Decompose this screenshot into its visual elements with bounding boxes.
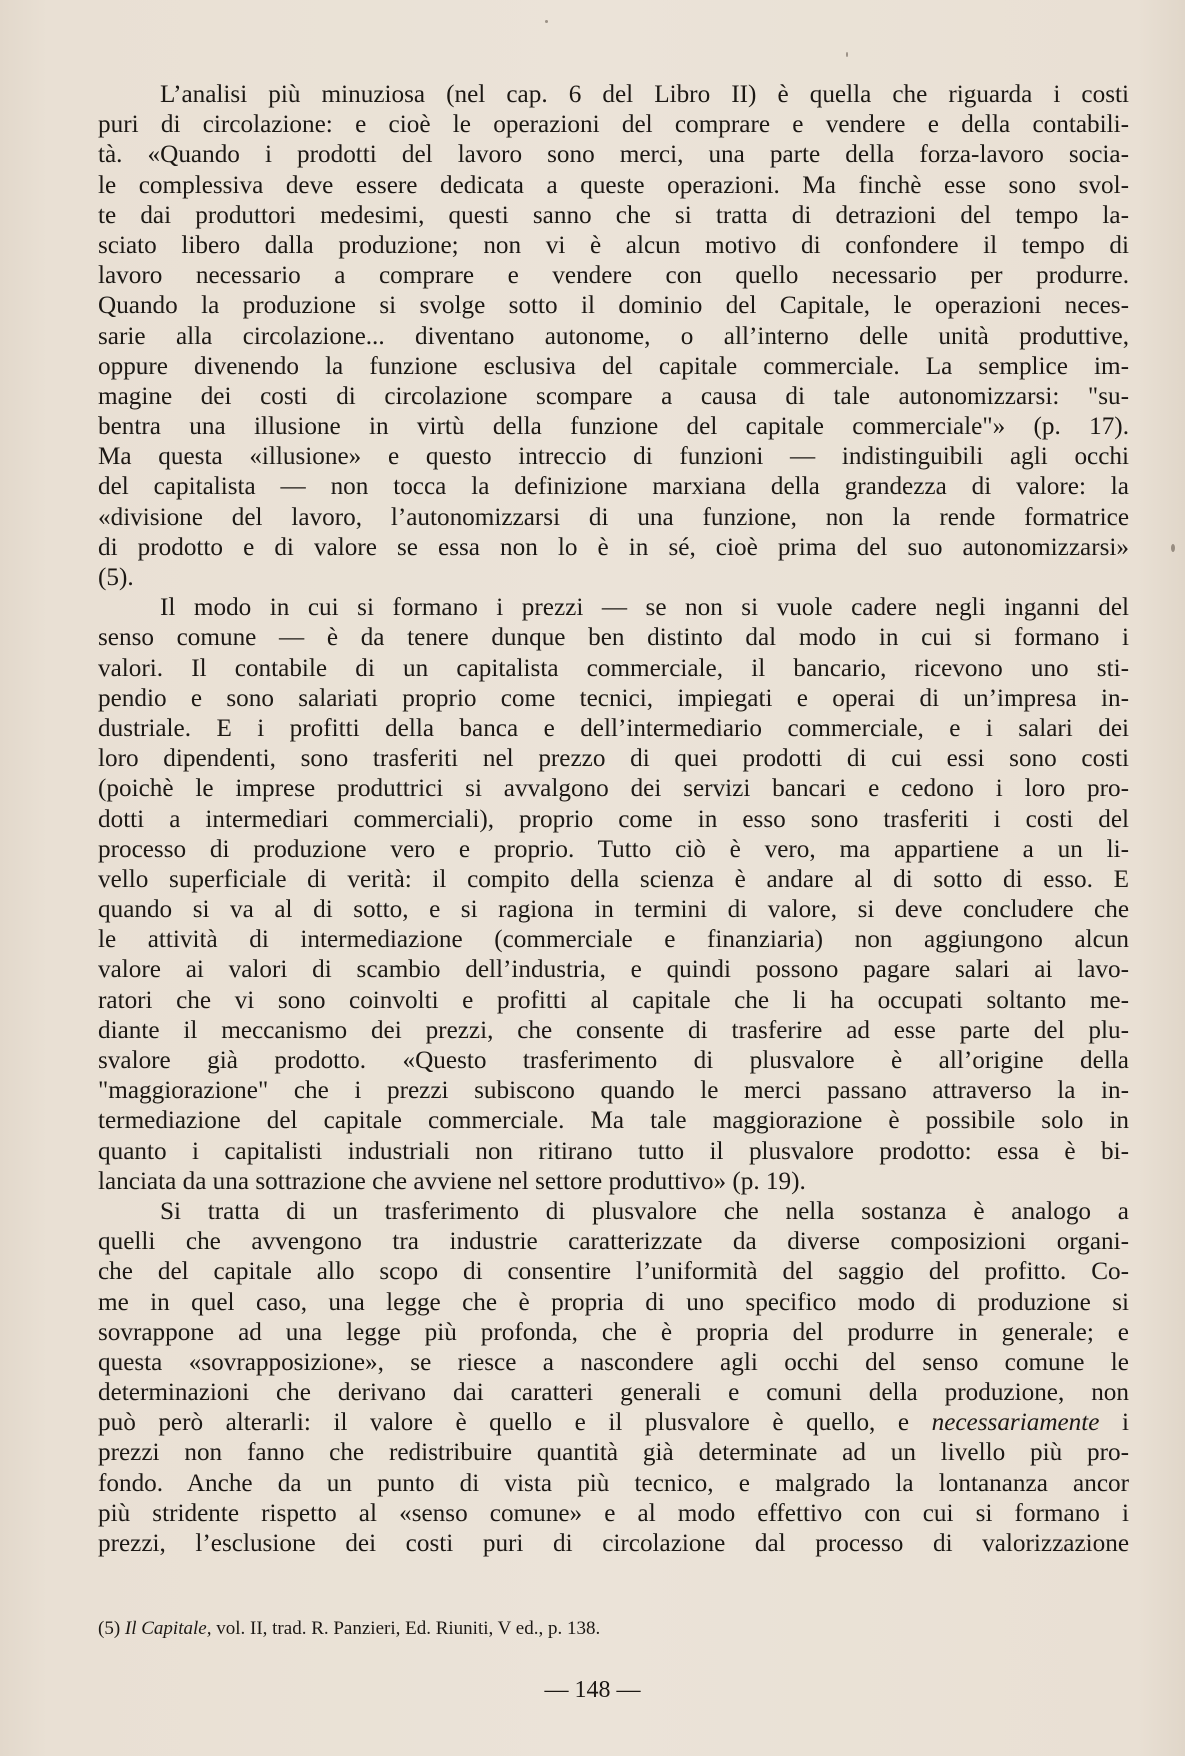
- text-line: Quando la produzione si svolge sotto il dominio del Capitale, le operazioni neces-: [98, 292, 1129, 320]
- print-speck: [545, 20, 548, 23]
- text-line: dustriale. E i profitti della banca e dell’intermediario commerciale, e i salari dei: [98, 714, 1129, 742]
- text-line: pendio e sono salariati proprio come tecnici, impiegati e operai di un’impresa in-: [98, 684, 1129, 712]
- paragraph-start: Si tratta di un trasferimento di plusvalore che nella sostanza è analogo a: [160, 1197, 1129, 1225]
- text-line: «divisione del lavoro, l’autonomizzarsi di una funzione, non la rende formatrice: [98, 503, 1129, 531]
- text-line: loro dipendenti, sono trasferiti nel prezzo di quei prodotti di cui essi sono costi: [98, 745, 1129, 773]
- footnote-text: vol. II, trad. R. Panzieri, Ed. Riuniti, V ed., p. 138.: [211, 1618, 601, 1639]
- text-line: (poichè le imprese produttrici si avvalgono dei servizi bancari e cedono i loro pro-: [98, 775, 1129, 803]
- text-line: processo di produzione vero e proprio. Tutto ciò è vero, ma appartiene a un li-: [98, 835, 1129, 863]
- text-line: oppure divenendo la funzione esclusiva del capitale commerciale. La semplice im-: [98, 352, 1129, 380]
- text-line-start: può però alterarli: il valore è quello e il plusvalore è quello, e: [98, 1409, 932, 1437]
- text-line: le complessiva deve essere dedicata a queste operazioni. Ma finchè esse sono svol-: [98, 171, 1129, 199]
- text-line: tà. «Quando i prodotti del lavoro sono merci, una parte della forza-lavoro socia-: [98, 141, 1129, 169]
- footnote-number: (5): [98, 1618, 121, 1639]
- text-line: puri di circolazione: e cioè le operazioni del comprare e vendere e della contabili-: [98, 111, 1129, 139]
- text-line: determinazioni che derivano dai caratteri generali e comuni della produzione, non: [98, 1379, 1129, 1407]
- text-line: dotti a intermediari commerciali), proprio come in esso sono trasferiti i costi del: [98, 805, 1129, 833]
- footnote-title: Il Capitale,: [124, 1618, 212, 1639]
- footnote: [98, 1618, 1129, 1640]
- text-line: svalore già prodotto. «Questo trasferimento di plusvalore è all’origine della: [98, 1047, 1129, 1074]
- text-line: sciato libero dalla produzione; non vi è alcun motivo di confondere il tempo di: [98, 231, 1129, 259]
- text-line: prezzi, l’esclusione dei costi puri di circolazione dal processo di valorizzazione: [98, 1530, 1129, 1557]
- text-line: valore ai valori di scambio dell’industria, e quindi possono pagare salari ai lavo-: [98, 956, 1129, 984]
- text-line: diante il meccanismo dei prezzi, che consente di trasferire ad esse parte del plu-: [98, 1016, 1129, 1044]
- text-line: termediazione del capitale commerciale. Ma tale maggiorazione è possibile solo in: [98, 1107, 1129, 1135]
- text-line: "maggiorazione" che i prezzi subiscono quando le merci passano attraverso la in-: [98, 1077, 1129, 1105]
- emphasis-word: necessariamente: [931, 1409, 1100, 1437]
- text-line: le attività di intermediazione (commerciale e finanziaria) non aggiungono alcun: [98, 926, 1129, 954]
- body-text: [98, 80, 1129, 1559]
- text-line: vello superficiale di verità: il compito della scienza è andare al di sotto di esso. E: [98, 865, 1129, 893]
- text-line: che del capitale allo scopo di consentire l’uniformità del saggio del profitto. Co-: [98, 1258, 1129, 1286]
- text-line-end: i: [1099, 1409, 1130, 1437]
- text-line-with-emphasis: [98, 1408, 1129, 1438]
- text-line: te dai produttori medesimi, questi sanno che si tratta di detrazioni del tempo la-: [98, 201, 1129, 229]
- paragraph-start: Il modo in cui si formano i prezzi — se non si vuole cadere negli inganni del: [160, 594, 1129, 622]
- text-line: di prodotto e di valore se essa non lo è in sé, cioè prima del suo autonomizzarsi»: [98, 533, 1129, 561]
- text-line: quando si va al di sotto, e si ragiona in termini di valore, si deve concludere che: [98, 896, 1129, 924]
- text-line: bentra una illusione in virtù della funzione del capitale commerciale"» (p. 17).: [98, 413, 1129, 441]
- text-line: più stridente rispetto al «senso comune» e al modo effettivo con cui si formano i: [98, 1499, 1129, 1527]
- text-line: sovrappone ad una legge più profonda, che è propria del produrre in generale; e: [98, 1318, 1129, 1346]
- text-line: L’analisi più minuziosa (nel cap. 6 del Libro II) è quella che riguarda i costi: [160, 81, 1129, 108]
- text-line: lanciata da una sottrazione che avviene nel settore produttivo» (p. 19).: [98, 1167, 806, 1195]
- text-line: prezzi non fanno che redistribuire quantità già determinate ad un livello più pro-: [98, 1439, 1129, 1467]
- text-line: quelli che avvengono tra industrie caratterizzate da diverse composizioni organi-: [98, 1228, 1129, 1256]
- text-line: ratori che vi sono coinvolti e profitti al capitale che li ha occupati soltanto me-: [98, 986, 1129, 1014]
- page-number: — 148 —: [544, 1677, 641, 1703]
- text-line: senso comune — è da tenere dunque ben distinto dal modo in cui si formano i: [98, 624, 1129, 652]
- text-line: questa «sovrapposizione», se riesce a nascondere agli occhi del senso comune le: [98, 1348, 1129, 1376]
- print-speck: [1171, 544, 1175, 552]
- text-line: me in quel caso, una legge che è propria di uno specifico modo di produzione si: [98, 1288, 1129, 1316]
- text-line: fondo. Anche da un punto di vista più tecnico, e malgrado la lontananza ancor: [98, 1469, 1129, 1497]
- text-line: sarie alla circolazione... diventano autonome, o all’interno delle unità produttive,: [98, 322, 1129, 350]
- text-line: quanto i capitalisti industriali non ritirano tutto il plusvalore prodotto: essa è bi-: [98, 1137, 1129, 1165]
- text-line: magine dei costi di circolazione scompare a causa di tale autonomizzarsi: "su-: [98, 382, 1129, 410]
- text-line: del capitalista — non tocca la definizione marxiana della grandezza di valore: la: [98, 473, 1129, 501]
- print-speck: [846, 52, 848, 57]
- text-line: (5).: [98, 564, 134, 591]
- text-line: valori. Il contabile di un capitalista commerciale, il bancario, ricevono uno sti-: [98, 654, 1129, 682]
- text-line: lavoro necessario a comprare e vendere con quello necessario per produrre.: [98, 262, 1129, 290]
- text-line: Ma questa «illusione» e questo intreccio di funzioni — indistinguibili agli occhi: [98, 443, 1129, 471]
